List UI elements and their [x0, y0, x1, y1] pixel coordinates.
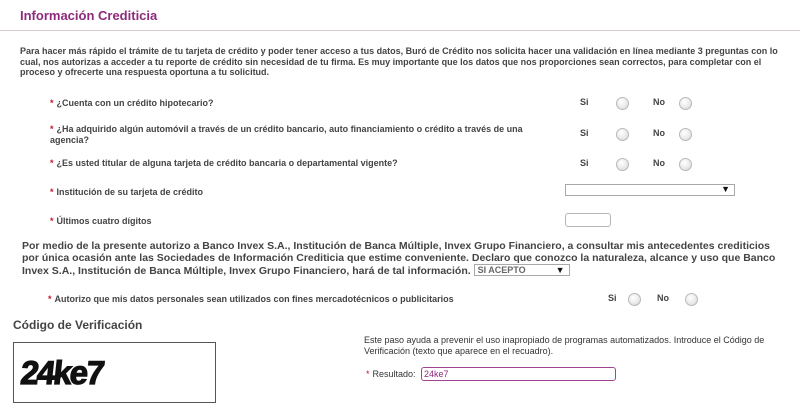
dropdown-arrow-icon: ▼	[721, 184, 730, 194]
radio-mortgage-no[interactable]	[679, 97, 692, 110]
option-no-label: No	[657, 293, 669, 303]
required-asterisk: *	[50, 124, 54, 134]
result-label: Resultado:	[372, 369, 416, 379]
section-title-credit-info: Información Crediticia	[20, 8, 158, 23]
option-no-label: No	[653, 97, 665, 107]
marketing-consent-text: Autorizo que mis datos personales sean utilizados con fines mercadotécnicos o publicitarios	[54, 294, 454, 304]
institution-select[interactable]	[565, 184, 735, 196]
captcha-image	[13, 342, 216, 403]
radio-card-yes[interactable]	[616, 158, 629, 171]
authorization-paragraph	[22, 240, 787, 277]
marketing-consent-label	[48, 294, 454, 305]
captcha-result-input[interactable]: 24ke7	[421, 367, 616, 381]
question-car-loan-label: ¿Ha adquirido algún automóvil a través de un crédito bancario, auto financiamiento o crédito a través de una agencia?	[50, 124, 523, 145]
radio-marketing-yes[interactable]	[628, 293, 641, 306]
required-asterisk: *	[48, 294, 52, 304]
question-car-loan	[50, 124, 560, 146]
option-no-label: No	[653, 128, 665, 138]
result-field-label	[366, 369, 416, 380]
option-yes-label: Si	[580, 158, 589, 168]
radio-car-yes[interactable]	[616, 128, 629, 141]
authorization-text: Por medio de la presente autorizo a Banco Invex S.A., Institución de Banca Múltiple, Invex Grupo Financiero, a consultar mis antecedentes crediticios por única ocasión ante las Sociedades de Información Crediticia que estime conveniente. Declaro que conozco la naturaleza, alcance y uso que Banco Invex S.A., Institución de Banca Múltiple, Invex Grupo Financiero, hará de tal información.	[22, 240, 776, 277]
option-yes-label: Si	[608, 293, 617, 303]
institution-field-label	[50, 187, 203, 198]
captcha-text: 24ke7	[18, 355, 105, 392]
option-yes-label: Si	[580, 128, 589, 138]
last-digits-label: Últimos cuatro dígitos	[56, 216, 152, 226]
required-asterisk: *	[50, 216, 54, 226]
required-asterisk: *	[50, 158, 54, 168]
authorization-select[interactable]	[474, 264, 570, 276]
radio-marketing-no[interactable]	[685, 293, 698, 306]
option-yes-label: Si	[580, 97, 589, 107]
dropdown-arrow-icon: ▼	[555, 265, 565, 275]
radio-car-no[interactable]	[679, 128, 692, 141]
question-credit-card-label: ¿Es usted titular de alguna tarjeta de crédito bancaria o departamental vigente?	[56, 158, 398, 168]
radio-card-no[interactable]	[679, 158, 692, 171]
last-digits-field-label	[50, 216, 152, 227]
verification-title: Código de Verificación	[13, 318, 143, 332]
intro-paragraph: Para hacer más rápido el trámite de tu tarjeta de crédito y poder tener acceso a tus datos, Buró de Crédito nos solicita hacer una validación en línea mediante 3 preguntas con lo cual, nos autorizas a acceder a tu reporte de crédito sin necesidad de tu firma. Es muy importante que los datos que nos proporciones sean correctos, para completar con el proceso y ofrecerte una respuesta oportuna a tu solicitud.	[20, 46, 778, 77]
question-mortgage	[50, 98, 550, 109]
authorization-select-value: SI ACEPTO	[477, 265, 526, 275]
required-asterisk: *	[50, 98, 54, 108]
required-asterisk: *	[366, 369, 370, 379]
required-asterisk: *	[50, 187, 54, 197]
last-digits-input[interactable]	[565, 213, 611, 227]
institution-label: Institución de su tarjeta de crédito	[56, 187, 204, 197]
radio-mortgage-yes[interactable]	[616, 97, 629, 110]
question-mortgage-label: ¿Cuenta con un crédito hipotecario?	[56, 98, 214, 108]
captcha-help-text: Este paso ayuda a prevenir el uso inapropiado de programas automatizados. Introduce el Código de Verificación (texto que aparece en el recuadro).	[364, 335, 765, 356]
header-divider	[0, 30, 800, 31]
question-credit-card	[50, 158, 550, 169]
option-no-label: No	[653, 158, 665, 168]
